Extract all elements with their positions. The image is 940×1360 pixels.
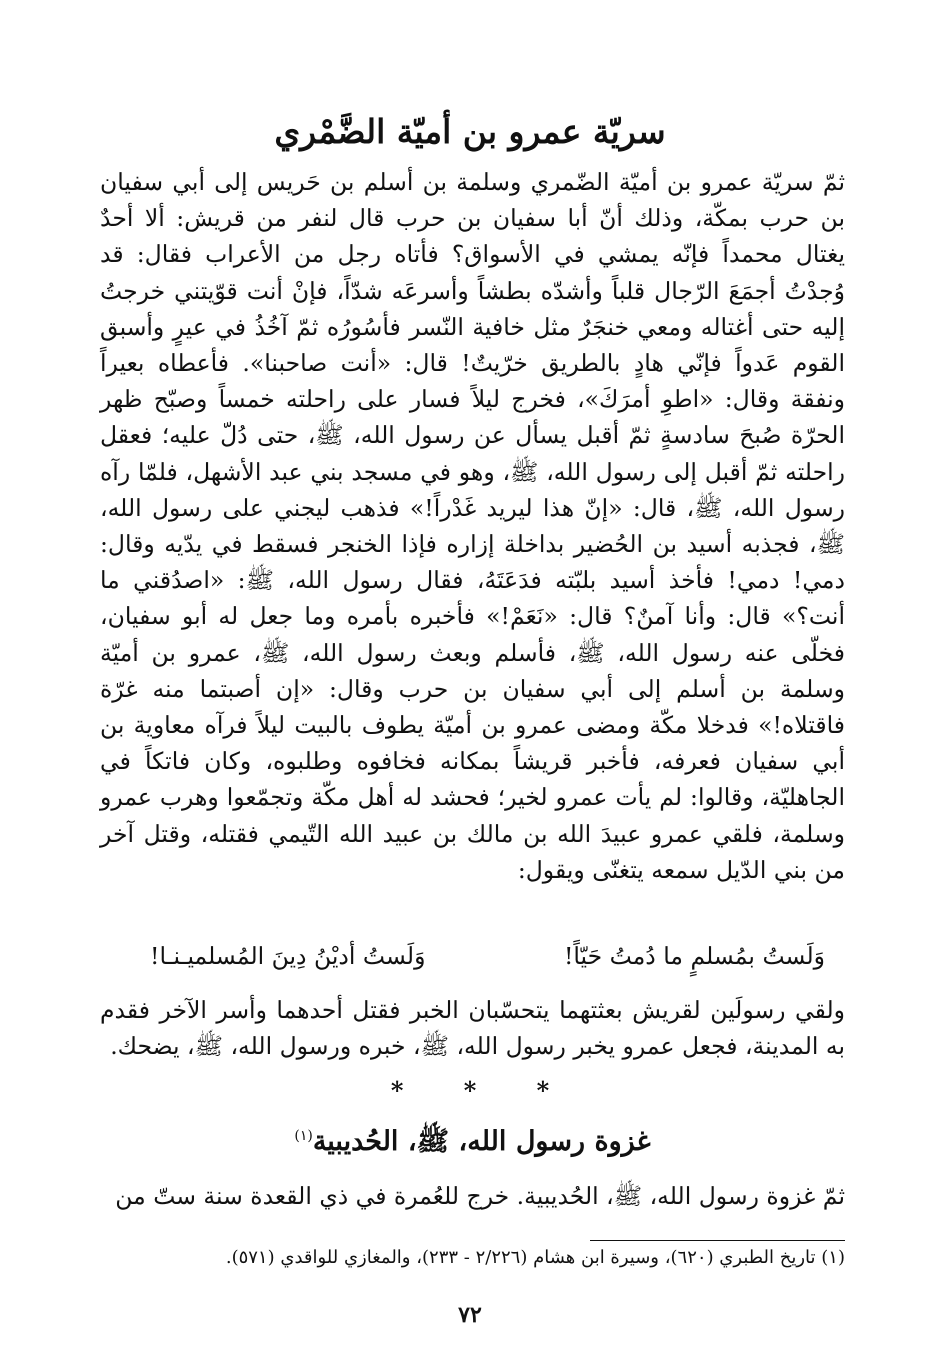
poetry-verse <box>100 938 845 974</box>
page-number: ٧٢ <box>458 1302 482 1328</box>
footnote-divider <box>590 1240 845 1241</box>
verse-hemistich-2: وَلَستُ أديْنُ دِينَ المُسلميـنـا! <box>150 942 426 970</box>
body-paragraph-1: ثمّ سريّة عمرو بن أميّة الضّمري وسلمة بن أسلم بن حَريس إلى أبي سفيان بن حرب بمكّة، وذلك أنّ أبا سفيان بن حرب قال لنفر من قريش: ألا أحدٌ يغتال محمداً فإنّه يمشي في الأسواق؟ فأتاه رجل من الأعراب فقال: قد وُجدْتُ أجمَعَ الرّجال قلباً وأشدّه بطشاً وأسرعَه شدّاً، فإنْ أنت قوّيتني خرجتُ إليه حتى أغتاله ومعي خنجَرٌ مثل خافية النّسر فأسُورُه ثمّ آخُذُ في عيرٍ وأسبق القوم عَدواً فإنّي هادٍ بالطريق خرّيتٌ! قال: «أنت صاحبنا». فأعطاه بعيراً ونفقة وقال: «اطوِ أمرَكَ»، فخرج ليلاً فسار على راحلته خمساً وصبّح ظهر الحرّة صُبحَ سادسةٍ ثمّ أقبل يسأل عن رسول الله، ﷺ، حتى دُلّ عليه؛ فعقل راحلته ثمّ أقبل إلى رسول الله، ﷺ، وهو في مسجد بني عبد الأشهل، فلمّا رآه رسول الله، ﷺ، قال: «إنّ هذا ليريد غَدْراً!» فذهب ليجني على رسول الله، ﷺ، فجذبه أسيد بن الحُضير بداخلة إزاره فإذا الخنجر فسقط في يدّيه وقال: دمي! دمي! فأخذ أسيد بلبّته فدَعَتَهُ، فقال رسول الله، ﷺ: «اصدُقني ما أنت؟» قال: وأنا آمنٌ؟ قال: «نَعَمْ!» فأخبره بأمره وما جعل له أبو سفيان، فخلّى عنه رسول الله، ﷺ، فأسلم وبعث رسول الله، ﷺ، عمرو بن أميّة وسلمة بن أسلم إلى أبي سفيان بن حرب وقال: «إن أصبتما منه غرّة فاقتلاه!» فدخلا مكّة ومضى عمرو بن أميّة يطوف بالبيت ليلاً فرآه معاوية بن أبي سفيان فعرفه، فأخبر قريشاً بمكانه فخافوه وطلبوه، وكان فاتكاً في الجاهليّة، وقالوا: لم يأت عمرو لخير؛ فحشد له أهل مكّة وتجمّعوا وهرب عمرو وسلمة، فلقي عمرو عبيدَ الله بن مالك بن عبيد الله التّيمي فقتله، وقتل آخر من بني الدّيل سمعه يتغنّى ويقول: <box>100 168 845 884</box>
body-paragraph-2: ولقي رسولَين لقريش بعثتهما يتحسّبان الخبر فقتل أحدهما وأسر الآخر فقدم به المدينة، فجعل عمرو يخبر رسول الله، ﷺ، خبره ورسول الله، ﷺ، يضحك. <box>100 996 845 1061</box>
body-paragraph-3: ثمّ غزوة رسول الله، ﷺ، الحُديبية. خرج للعُمرة في ذي القعدة سنة ستّ من <box>115 1182 845 1210</box>
subtitle-text: غزوة رسول الله، ﷺ، الحُديبية <box>312 1126 651 1157</box>
section-subtitle <box>100 1124 845 1164</box>
section-title: سريّة عمرو بن أميّة الضَّمْري <box>274 112 666 151</box>
verse-hemistich-1: وَلَستُ بمُسلمٍ ما دُمتُ حَيّاً! <box>563 942 825 970</box>
footnote-marker: (١) <box>294 1128 313 1144</box>
footnote: (١) تاريخ الطبري (٦٢٠)، وسيرة ابن هشام (٢/٢٢٦ - ٢٣٣)، والمغازي للواقدي (٥٧١). <box>225 1247 845 1268</box>
section-separator: * * * <box>390 1076 550 1105</box>
